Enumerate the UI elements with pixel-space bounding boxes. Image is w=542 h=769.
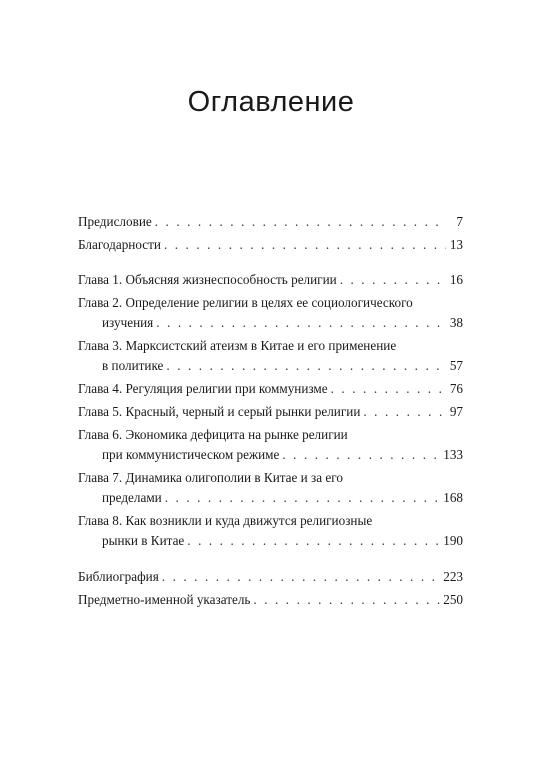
toc-page-number: 223 <box>443 569 463 584</box>
toc-entry[interactable] <box>78 235 463 255</box>
toc-page-number: 57 <box>449 358 463 373</box>
toc-chapters <box>78 270 463 551</box>
toc-entry[interactable] <box>78 336 463 376</box>
toc-page-number: 133 <box>443 447 463 462</box>
dot-leader <box>363 402 446 422</box>
toc-entry-title: изучения <box>102 315 154 330</box>
toc-entry[interactable] <box>78 212 463 232</box>
toc-entry-line <box>78 313 463 333</box>
dot-leader <box>156 313 446 333</box>
toc-entry-line <box>78 590 463 610</box>
toc-entry[interactable] <box>78 468 463 508</box>
page-title: Оглавление <box>187 86 355 118</box>
toc-entry-line <box>78 425 463 445</box>
toc-entry-title: Глава 6. Экономика дефицита на рынке религии <box>78 427 348 442</box>
toc-entry[interactable] <box>78 293 463 333</box>
toc-entry-title: Глава 2. Определение религии в целях ее социологического <box>78 295 413 310</box>
dot-leader <box>165 488 440 508</box>
dot-leader <box>187 531 440 551</box>
dot-leader <box>155 212 446 232</box>
dot-leader <box>164 235 446 255</box>
dot-leader <box>162 567 440 587</box>
toc-spacer <box>78 255 463 270</box>
toc-entry-line <box>78 567 463 587</box>
toc-entry-line <box>78 445 463 465</box>
dot-leader <box>340 270 446 290</box>
toc-page-number: 97 <box>449 404 463 419</box>
toc-entry-line <box>78 402 463 422</box>
toc-entry[interactable] <box>78 567 463 587</box>
toc-entry-title: Глава 4. Регуляция религии при коммунизме <box>78 381 328 396</box>
toc-back-matter <box>78 567 463 610</box>
toc-entry[interactable] <box>78 379 463 399</box>
toc-entry-line <box>78 356 463 376</box>
toc-entry-line <box>78 270 463 290</box>
toc-entry-line <box>78 235 463 255</box>
toc-entry[interactable] <box>78 270 463 290</box>
toc-entry-line <box>78 511 463 531</box>
toc-entry-line <box>78 531 463 551</box>
toc-entry-title: Глава 1. Объясняя жизнеспособность религии <box>78 272 337 287</box>
toc-entry-line <box>78 488 463 508</box>
toc-page-number: 7 <box>456 214 463 229</box>
dot-leader <box>166 356 446 376</box>
toc-page-number: 13 <box>449 237 463 252</box>
toc-page-number: 38 <box>449 315 463 330</box>
toc-entry-line <box>78 468 463 488</box>
toc-entry-line <box>78 293 463 313</box>
toc-entry-title: Благодарности <box>78 237 161 252</box>
toc-entry-line <box>78 379 463 399</box>
toc-entry[interactable] <box>78 402 463 422</box>
toc-page-number: 16 <box>449 272 463 287</box>
toc-page-number: 250 <box>443 592 463 607</box>
toc-entry-title: Библиография <box>78 569 159 584</box>
toc-entry-line <box>78 212 463 232</box>
toc-entry-title: рынки в Китае <box>102 533 185 548</box>
toc-entry-title: Глава 3. Марксистский атеизм в Китае и его применение <box>78 338 397 353</box>
toc-entry-title: в политике <box>102 358 164 373</box>
toc-entry-title: Предисловие <box>78 214 152 229</box>
toc-entry-title: пределами <box>102 490 162 505</box>
toc-page-number: 168 <box>443 490 463 505</box>
dot-leader <box>282 445 440 465</box>
toc-entry[interactable] <box>78 425 463 465</box>
toc-entry[interactable] <box>78 590 463 610</box>
toc-entry[interactable] <box>78 511 463 551</box>
toc-spacer <box>78 551 463 567</box>
toc-page-number: 76 <box>449 381 463 396</box>
toc-entry-line <box>78 336 463 356</box>
toc-front-matter <box>78 212 463 255</box>
toc-entry-title: Глава 5. Красный, черный и серый рынки религии <box>78 404 361 419</box>
toc-entry-title: Глава 7. Динамика олигополии в Китае и за его <box>78 470 343 485</box>
dot-leader <box>253 590 440 610</box>
toc-page-number: 190 <box>443 533 463 548</box>
table-of-contents <box>78 212 463 610</box>
dot-leader <box>331 379 446 399</box>
toc-entry-title: Глава 8. Как возникли и куда движутся религиозные <box>78 513 373 528</box>
toc-entry-title: Предметно-именной указатель <box>78 592 251 607</box>
toc-entry-title: при коммунистическом режиме <box>102 447 280 462</box>
